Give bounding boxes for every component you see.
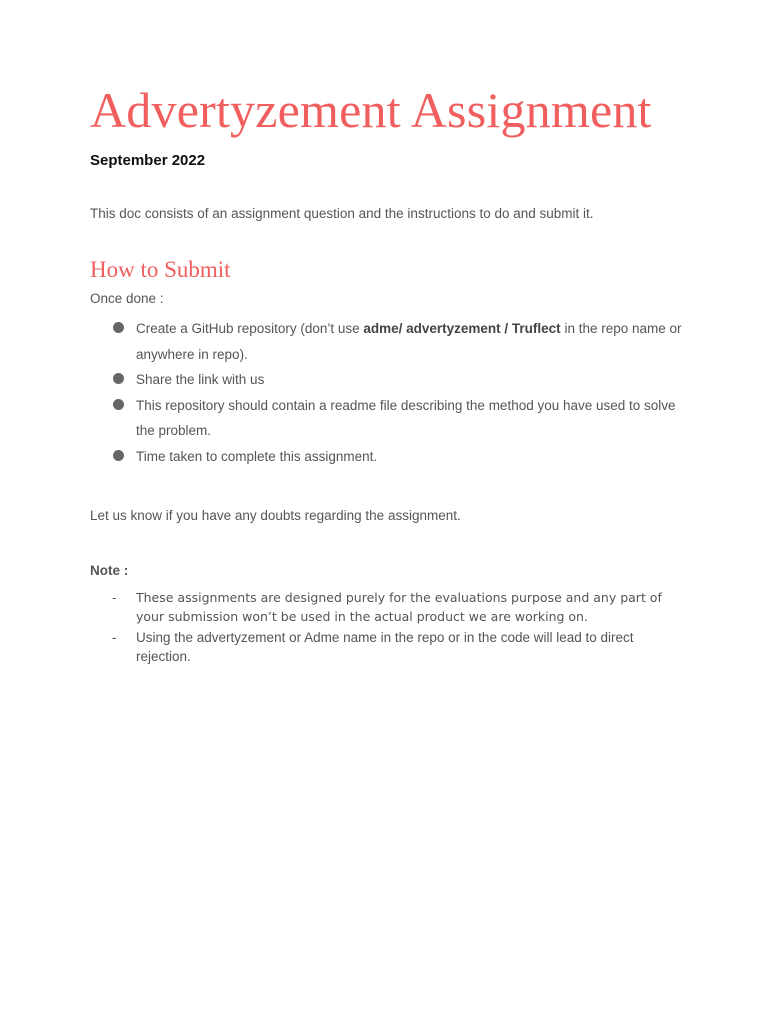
document-title: Advertyzement Assignment [90, 82, 652, 138]
bullet-icon [113, 322, 124, 333]
how-to-submit-heading: How to Submit [90, 257, 231, 282]
step-text-before: Create a GitHub repository (don’t use [136, 321, 364, 336]
step-text-bold: adme/ advertyzement / Truflect [363, 321, 561, 336]
submit-step-share-link [90, 367, 690, 393]
dash-icon: - [112, 590, 117, 605]
note-label: Note : [90, 563, 129, 578]
note-item-rejection [90, 628, 690, 666]
bullet-icon [113, 450, 124, 461]
note-text: Using the advertyzement or Adme name in the repo or in the code will lead to direct rejection. [136, 630, 634, 664]
step-text-after: in the repo name or anywhere in repo). [136, 321, 682, 362]
once-done-label: Once done : [90, 291, 164, 306]
submit-step-github-repo [90, 316, 690, 367]
document-date: September 2022 [90, 152, 206, 169]
submit-step-readme [90, 393, 690, 444]
step-text: This repository should contain a readme file describing the method you have used to solve the problem. [136, 397, 676, 438]
submit-steps-list [90, 316, 690, 469]
submit-step-time-taken [90, 444, 690, 470]
note-item-evaluation-purpose [90, 588, 690, 626]
dash-icon: - [112, 630, 117, 645]
notes-list [90, 588, 690, 668]
bullet-icon [113, 399, 124, 410]
step-text: Time taken to complete this assignment. [136, 448, 378, 464]
intro-paragraph: This doc consists of an assignment question and the instructions to do and submit it. [90, 206, 594, 221]
bullet-icon [113, 373, 124, 384]
note-text: These assignments are designed purely for the evaluations purpose and any part of your submission won’t be used in the actual product we are working on. [136, 590, 662, 624]
doubts-paragraph: Let us know if you have any doubts regarding the assignment. [90, 508, 461, 523]
step-text: Share the link with us [136, 372, 265, 387]
